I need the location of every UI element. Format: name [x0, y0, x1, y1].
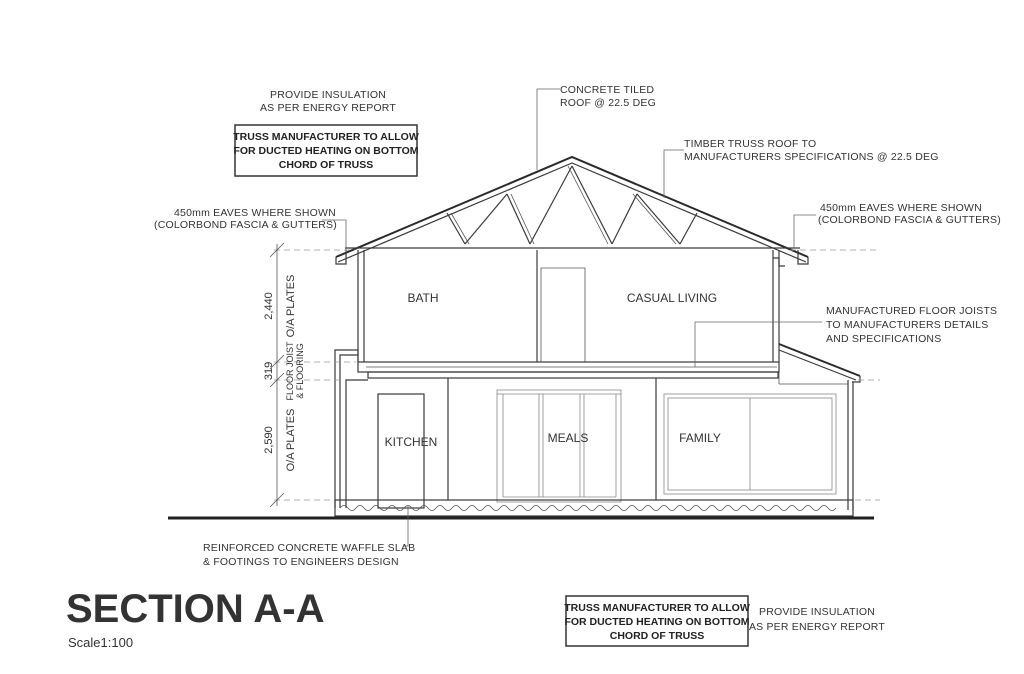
upper-dimension-label: O/A PLATES — [285, 274, 297, 338]
level-lines — [274, 250, 880, 500]
upper-dimension-value: 2,440 — [263, 292, 275, 320]
insulation-note-top-line2: AS PER ENERGY REPORT — [259, 102, 397, 114]
slab-note-line2: & FOOTINGS TO ENGINEERS DESIGN — [203, 556, 399, 568]
room-family: FAMILY — [679, 431, 721, 445]
floor-dimension-label-2: & FLOORING — [295, 343, 305, 399]
slab-note-line1: REINFORCED CONCRETE WAFFLE SLAB — [203, 542, 416, 554]
roof — [336, 157, 808, 264]
upper-floor — [358, 250, 785, 378]
truss-note-top-line1: TRUSS MANUFACTURER TO ALLOW — [233, 131, 419, 143]
eaves-note-right-line2: (COLORBOND FASCIA & GUTTERS) — [818, 214, 1001, 226]
room-casual-living: CASUAL LIVING — [626, 291, 718, 305]
truss-note-bottom-line3: CHORD OF TRUSS — [609, 630, 705, 642]
lower-floor — [335, 344, 860, 510]
eaves-note-left-line2: (COLORBOND FASCIA & GUTTERS) — [154, 219, 337, 231]
eaves-note-right-line1: 450mm EAVES WHERE SHOWN — [820, 202, 982, 214]
floor-joist-note-line2: TO MANUFACTURERS DETAILS — [826, 319, 989, 331]
floor-joist-note-line1: MANUFACTURED FLOOR JOISTS — [826, 305, 998, 317]
scale-label: Scale1:100 — [68, 635, 134, 650]
room-bath: BATH — [407, 291, 439, 305]
truss-note-bottom-line2: FOR DUCTED HEATING ON BOTTOM — [564, 616, 750, 628]
truss-note-top-line2: FOR DUCTED HEATING ON BOTTOM — [233, 145, 419, 157]
insulation-note-bottom-line2: AS PER ENERGY REPORT — [748, 621, 886, 633]
room-meals: MEALS — [547, 431, 589, 445]
truss-note-top-line3: CHORD OF TRUSS — [278, 159, 374, 171]
lower-dimension-label: O/A PLATES — [285, 408, 297, 472]
truss-note-bottom-line1: TRUSS MANUFACTURER TO ALLOW — [564, 602, 750, 614]
insulation-note-bottom-line1: PROVIDE INSULATION — [758, 606, 876, 618]
floor-dimension-value: 319 — [263, 361, 275, 381]
timber-truss-note-line1: TIMBER TRUSS ROOF TO — [684, 138, 817, 150]
lower-dimension-value: 2,590 — [263, 426, 275, 454]
truss-webs — [447, 166, 697, 244]
floor-dimension-label-1: FLOOR JOIST — [285, 341, 295, 401]
timber-truss-note-line2: MANUFACTURERS SPECIFICATIONS @ 22.5 DEG — [684, 151, 939, 163]
floor-joist-note-line3: AND SPECIFICATIONS — [826, 333, 942, 345]
roof-tile-note-line1: CONCRETE TILED — [560, 84, 655, 96]
section-title: SECTION A-A — [66, 587, 325, 631]
room-kitchen: KITCHEN — [384, 435, 438, 449]
insulation-note-top-line1: PROVIDE INSULATION — [269, 89, 387, 101]
roof-tile-note-line2: ROOF @ 22.5 DEG — [560, 97, 656, 109]
eaves-note-left-line1: 450mm EAVES WHERE SHOWN — [174, 207, 336, 219]
